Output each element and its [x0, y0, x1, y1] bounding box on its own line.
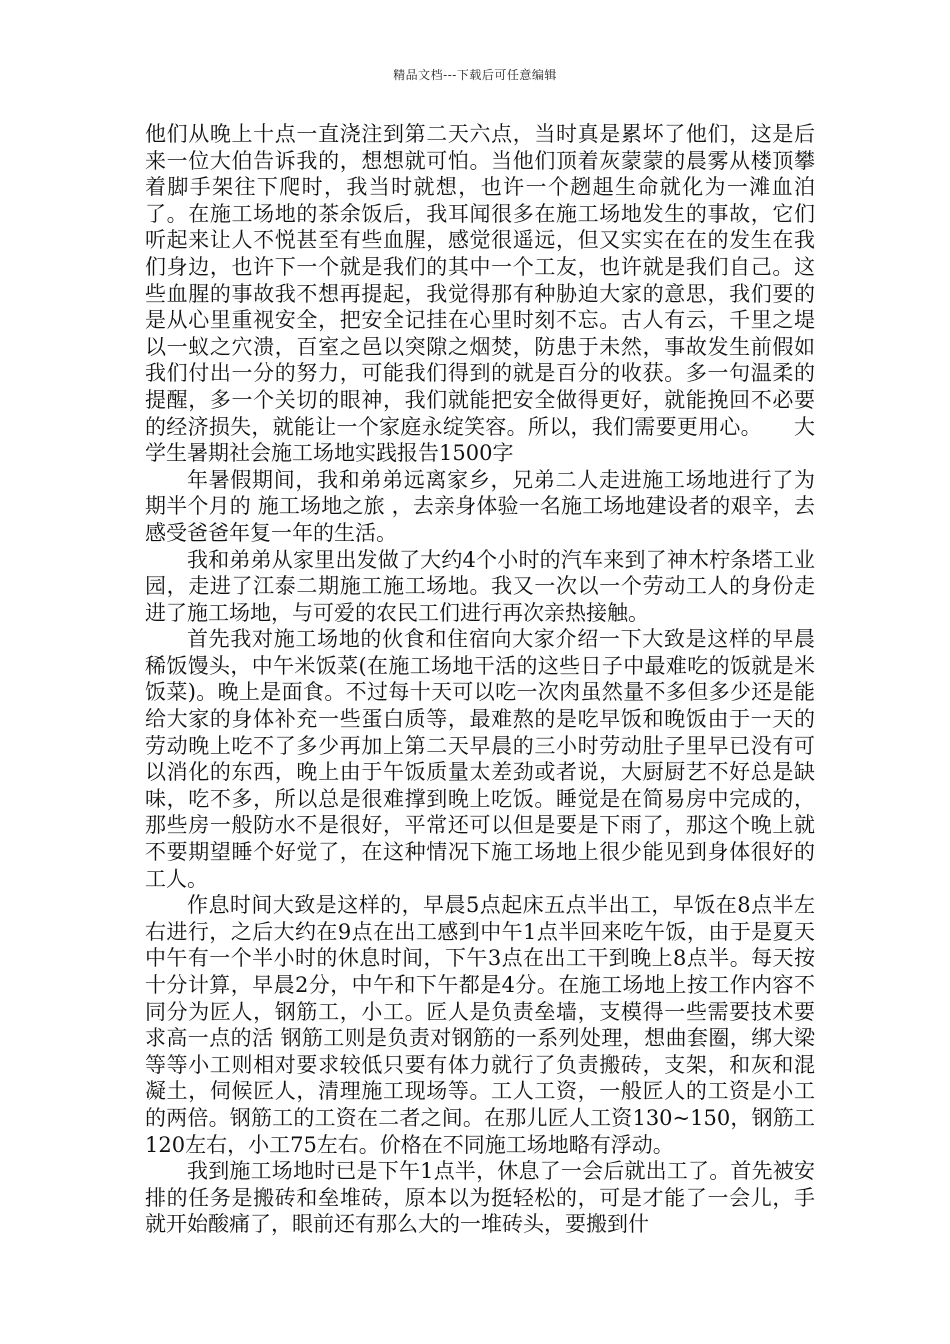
paragraph: 首先我对施工场地的伙食和住宿向大家介绍一下大致是这样的早晨稀饭馒头，中午米饭菜(在施工场地干活的这些日子中最难吃的饭就是米饭菜)。晚上是面食。不过每十天可以吃一次肉虽然量不多但多少还是能给大家的身体补充一些蛋白质等，最难熬的是吃早饭和晚饭由于一天的劳动晚上吃不了多少再加上第二天早晨的三小时劳动肚子里早已没有可以消化的东西，晚上由于午饭质量太差劲或者说，大厨厨艺不好总是缺味，吃不多，所以总是很难撑到晚上吃饭。睡觉是在简易房中完成的，那些房一般防水不是很好，平常还可以但是要是下雨了，那这个晚上就不要期望睡个好觉了，在这种情况下施工场地上很少能见到身体很好的工人。 — [145, 627, 815, 891]
paragraph: 他们从晚上十点一直浇注到第二天六点，当时真是累坏了他们，这是后来一位大伯告诉我的，想想就可怕。当他们顶着灰蒙蒙的晨雾从楼顶攀着脚手架往下爬时，我当时就想，也许一个趔趄生命就化为一滩血泊了。在施工场地的茶余饭后，我耳闻很多在施工场地发生的事故，它们听起来让人不悦甚至有些血腥，感觉很遥远，但又实实在在的发生在我们身边，也许下一个就是我们的其中一个工友，也许就是我们自己。这些血腥的事故我不想再提起，我觉得那有种胁迫大家的意思，我们要的是从心里重视安全，把安全记挂在心里时刻不忘。古人有云，千里之堤以一蚁之穴溃，百室之邑以突隙之烟焚，防患于未然，事故发生前假如我们付出一分的努力，可能我们得到的就是百分的收获。多一句温柔的提醒，多一个关切的眼神，我们就能把安全做得更好，就能挽回不必要的经济损失，就能让一个家庭永绽笑容。所以，我们需要更用心。 大学生暑期社会施工场地实践报告1500字 — [145, 122, 815, 466]
paragraph: 我到施工场地时已是下午1点半，休息了一会后就出工了。首先被安排的任务是搬砖和垒堆砖，原本以为挺轻松的，可是才能了一会儿，手就开始酸痛了，眼前还有那么大的一堆砖头，要搬到什 — [145, 1159, 815, 1237]
paragraph: 年暑假期间，我和弟弟远离家乡，兄弟二人走进施工场地进行了为期半个月的 施工场地之旅 ，去亲身体验一名施工场地建设者的艰辛，去感受爸爸年复一年的生活。 — [145, 467, 815, 545]
document-body — [145, 121, 815, 1238]
page-header: 精品文档---下载后可任意编辑 — [393, 68, 557, 82]
paragraph: 作息时间大致是这样的，早晨5点起床五点半出工，早饭在8点半左右进行，之后大约在9点在出工感到中午1点半回来吃午饭，由于是夏天中午有一个半小时的休息时间，下午3点在出工干到晚上8点半。每天按十分计算，早晨2分，中午和下午都是4分。在施工场地上按工作内容不同分为匠人，钢筋工，小工。匠人是负责垒墙，支模得一些需要技术要求高一点的活 钢筋工则是负责对钢筋的一系列处理，想曲套圈，绑大梁等等小工则相对要求较低只要有体力就行了负责搬砖，支架，和灰和混凝土，伺候匠人，清理施工现场等。工人工资，一般匠人的工资是小工的两倍。钢筋工的工资在二者之间。在那儿匠人工资130~150，钢筋工120左右，小工75左右。价格在不同施工场地略有浮动。 — [145, 893, 815, 1157]
paragraph: 我和弟弟从家里出发做了大约4个小时的汽车来到了神木柠条塔工业园，走进了江泰二期施工施工场地。我又一次以一个劳动工人的身份走进了施工场地，与可爱的农民工们进行再次亲热接触。 — [145, 547, 815, 625]
